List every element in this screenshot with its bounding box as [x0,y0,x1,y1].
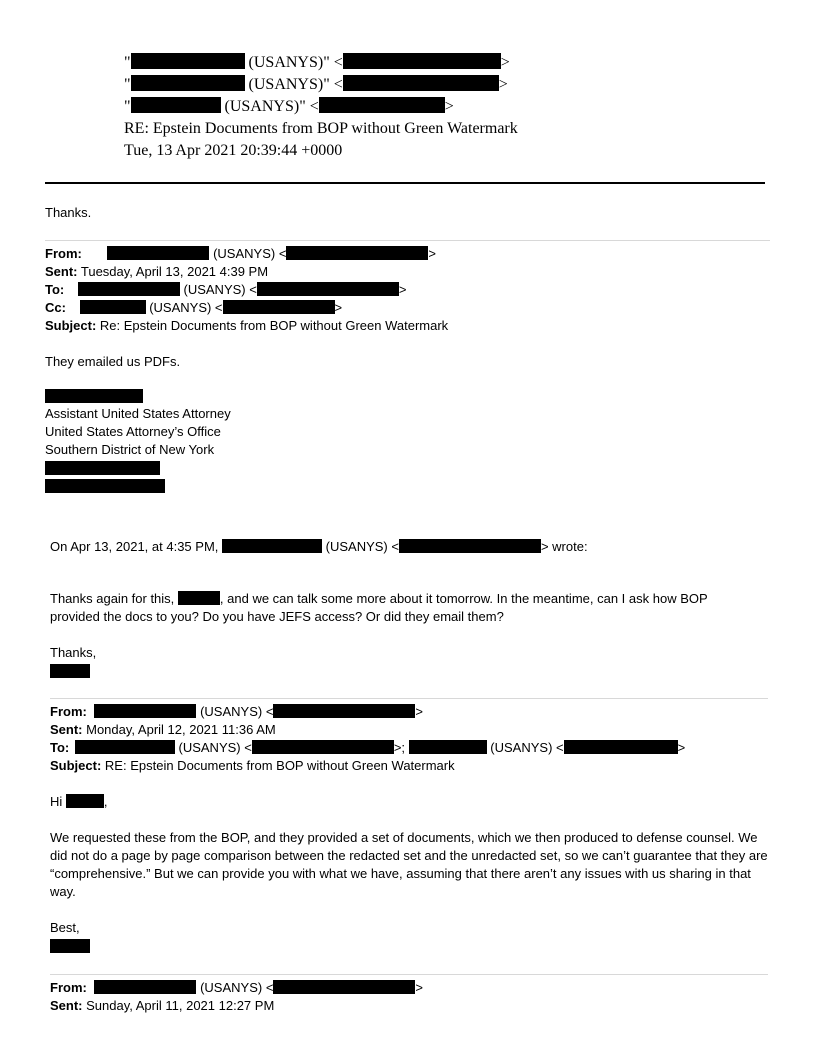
open-quote: " [124,76,131,93]
msg1-subject-row [45,317,448,335]
message-divider [50,974,768,975]
msg1-cc-value: (USANYS) < [149,300,223,315]
redaction-bar [343,53,501,70]
redaction-bar [409,740,487,754]
message-divider [50,698,768,699]
header-from-value: (USANYS)" < [248,54,343,71]
redaction-bar [131,97,221,114]
signature-title: Assistant United States Attorney [45,406,231,421]
redaction-bar [222,539,322,553]
header-cc-value: (USANYS)" < [224,98,319,115]
close-angle: > [398,282,407,297]
msg2-intro [50,538,588,556]
close-angle: > [444,98,454,115]
msg3-from-value: (USANYS) < [200,704,274,719]
msg1-cc-row [45,299,342,317]
signature-district: Southern District of New York [45,442,215,457]
msg3-greeting-suffix: , [103,794,108,809]
msg3-sent-value: Monday, April 12, 2021 11:36 AM [86,722,276,737]
msg1-to-label: To: [45,282,65,297]
msg3-subject-label: Subject: [50,758,102,773]
msg2-body-prefix: Thanks again for this, [50,591,175,606]
msg3-sent-label: Sent: [50,722,83,737]
redaction-bar [343,75,499,92]
redaction-bar [399,539,541,553]
msg1-from-row [45,245,436,263]
redaction-bar [131,75,245,92]
open-quote: " [124,54,131,71]
msg3-greeting [50,793,108,811]
msg3-from-label: From: [50,704,87,719]
redaction-bar [80,300,146,314]
redaction-bar [107,246,209,260]
msg1-subject-value: Re: Epstein Documents from BOP without Green Watermark [99,318,449,333]
redaction-bar [94,980,196,994]
msg4-from-row [50,979,423,997]
msg4-sent-value: Sunday, April 11, 2021 12:27 PM [86,998,275,1013]
msg1-sent-row [45,263,268,281]
msg1-from-value: (USANYS) < [213,246,287,261]
redaction-bar [273,704,415,718]
redaction-bar [50,664,90,678]
msg4-sent-row [50,997,274,1015]
msg3-from-row [50,703,423,721]
reply-body: Thanks. [45,205,92,220]
msg2-intro-prefix: On Apr 13, 2021, at 4:35 PM, [50,539,219,554]
msg2-intro-suffix: > wrote: [540,539,588,554]
header-to-value: (USANYS)" < [248,76,343,93]
signature-office: United States Attorney’s Office [45,424,221,439]
msg3-body: We requested these from the BOP, and they provided a set of documents, which we then produced to defense counsel. We did not do a page by page comparison between the redacted set and the unredacted set, so we can’t guarantee that they are “comprehensive.” But we can provide you with what we have, assuming that there aren’t any issues with us sharing in that way. [50,830,768,899]
redaction-bar [223,300,335,314]
header-subject-value: RE: Epstein Documents from BOP without Green Watermark [124,120,518,137]
redaction-bar [564,740,678,754]
redaction-bar [286,246,428,260]
msg2-closing: Thanks, [50,645,97,660]
msg3-to-separator: >; [393,740,406,755]
message-divider [45,240,770,241]
msg3-to-value: (USANYS) < [178,740,252,755]
msg1-from-label: From: [45,246,82,261]
redaction-bar [50,939,90,953]
msg3-greeting-prefix: Hi [50,794,63,809]
close-angle: > [500,54,510,71]
msg1-sent-label: Sent: [45,264,78,279]
msg3-sent-row [50,721,276,739]
redaction-bar [273,980,415,994]
msg2-body [50,590,750,626]
close-angle: > [498,76,508,93]
msg4-sent-label: Sent: [50,998,83,1013]
msg4-from-label: From: [50,980,87,995]
redaction-bar [75,740,175,754]
msg3-to-row [50,739,685,757]
msg1-subject-label: Subject: [45,318,97,333]
msg2-body-rest: , and we can talk some more about it tomorrow. In the meantime, can I ask how BOP provided the docs to you? Do you have JEFS access? Or did they email them? [50,591,708,624]
redaction-bar [45,461,160,475]
msg1-to-value: (USANYS) < [183,282,257,297]
msg3-to-value2: (USANYS) < [490,740,564,755]
msg3-to-label: To: [50,740,70,755]
msg4-from-value: (USANYS) < [200,980,274,995]
msg3-closing: Best, [50,920,80,935]
redaction-bar [252,740,394,754]
redaction-bar [78,282,180,296]
close-angle: > [415,980,424,995]
redaction-bar [257,282,399,296]
redaction-bar [319,97,445,114]
msg1-sent-value: Tuesday, April 13, 2021 4:39 PM [80,264,269,279]
redaction-bar [94,704,196,718]
msg3-subject-value: RE: Epstein Documents from BOP without Green Watermark [104,758,455,773]
msg1-cc-label: Cc: [45,300,66,315]
close-angle: > [428,246,437,261]
close-angle: > [334,300,343,315]
redaction-bar [45,479,165,493]
close-angle: > [677,740,686,755]
header-divider [45,182,765,184]
close-angle: > [415,704,424,719]
msg2-intro-mid: (USANYS) < [325,539,399,554]
msg3-subject-row [50,757,455,775]
redaction-bar [131,53,245,70]
header-date-value: Tue, 13 Apr 2021 20:39:44 +0000 [124,142,343,159]
redaction-bar [178,591,220,605]
redaction-bar [66,794,104,808]
msg1-body: They emailed us PDFs. [45,354,181,369]
msg1-to-row [45,281,406,299]
open-quote: " [124,98,131,115]
redaction-bar [45,389,143,403]
